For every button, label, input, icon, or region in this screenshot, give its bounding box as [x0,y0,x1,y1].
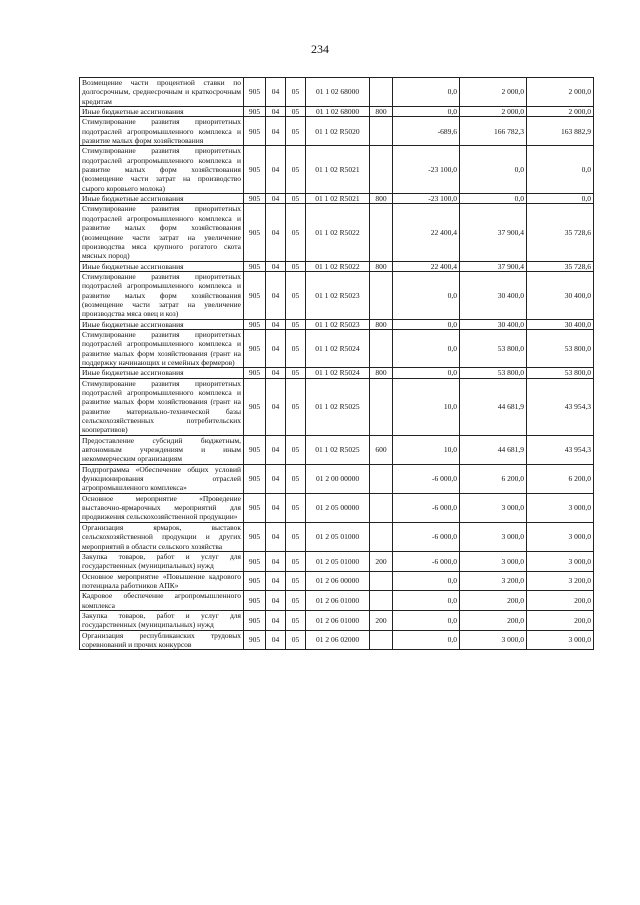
row-name: Стимулирование развития приоритетных подотраслей агропромышленного комплекса и развитие малых форм хозяйствования (возмещение части затрат на увеличение производства мяса овец и коз) [80,271,244,319]
row-vr [370,630,393,650]
row-ved: 905 [244,378,266,435]
row-vr [370,329,393,367]
row-v3: 35 728,6 [527,261,594,271]
row-pr: 05 [286,464,306,493]
row-name: Предоставление субсидий бюджетным, автономным учреждениям и иным некоммерческим организациям [80,435,244,464]
row-v3: 163 882,9 [527,117,594,146]
row-v2: 6 200,0 [460,464,527,493]
row-v3: 3 000,0 [527,522,594,551]
row-v1: -6 000,0 [393,522,460,551]
row-vr [370,522,393,551]
row-v3: 0,0 [527,194,594,204]
row-csr: 01 2 06 01000 [306,591,370,611]
row-name: Основное мероприятие «Повышение кадрового потенциала работников АПК» [80,571,244,591]
row-ved: 905 [244,591,266,611]
row-v2: 3 000,0 [460,630,527,650]
row-ved: 905 [244,319,266,329]
row-v1: 0,0 [393,630,460,650]
row-v2: 30 400,0 [460,319,527,329]
row-v2: 3 000,0 [460,522,527,551]
row-csr: 01 2 05 01000 [306,551,370,571]
row-vr: 800 [370,261,393,271]
row-v3: 30 400,0 [527,271,594,319]
row-vr: 800 [370,194,393,204]
row-v1: -689,6 [393,117,460,146]
table-row [80,571,594,591]
row-v1: -6 000,0 [393,551,460,571]
row-pr: 05 [286,271,306,319]
row-name: Стимулирование развития приоритетных подотраслей агропромышленного комплекса и развитие малых форм хозяйствования (возмещение части затрат на производство сырого коровьего молока) [80,146,244,194]
row-csr: 01 2 00 00000 [306,464,370,493]
row-vr [370,493,393,522]
row-name: Организация республиканских трудовых соревнований и прочих конкурсов [80,630,244,650]
row-ved: 905 [244,435,266,464]
row-pr: 05 [286,204,306,261]
row-v2: 53 800,0 [460,368,527,378]
row-rz: 04 [266,271,286,319]
row-vr [370,146,393,194]
row-rz: 04 [266,117,286,146]
row-pr: 05 [286,261,306,271]
row-pr: 05 [286,610,306,630]
row-v3: 3 000,0 [527,493,594,522]
row-vr [370,378,393,435]
row-rz: 04 [266,610,286,630]
row-ved: 905 [244,146,266,194]
table-row [80,78,594,107]
table-row [80,435,594,464]
row-vr: 800 [370,319,393,329]
row-v1: 22 400,4 [393,204,460,261]
row-ved: 905 [244,107,266,117]
row-v2: 200,0 [460,610,527,630]
row-csr: 01 1 02 R5021 [306,146,370,194]
row-name: Возмещение части процентной ставки по долгосрочным, среднесрочным и краткосрочным кредитам [80,78,244,107]
row-rz: 04 [266,435,286,464]
row-csr: 01 1 02 68000 [306,78,370,107]
row-pr: 05 [286,117,306,146]
row-v2: 44 681,9 [460,378,527,435]
row-vr: 800 [370,368,393,378]
row-pr: 05 [286,522,306,551]
row-v2: 44 681,9 [460,435,527,464]
row-v1: -6 000,0 [393,464,460,493]
row-name: Стимулирование развития приоритетных подотраслей агропромышленного комплекса и развитие малых форм хозяйствования (грант на развитие материально-технической базы сельскохозяйственных потребительских кооперативов) [80,378,244,435]
row-csr: 01 1 02 R5024 [306,368,370,378]
table-row [80,378,594,435]
row-v3: 200,0 [527,591,594,611]
row-pr: 05 [286,493,306,522]
row-v1: 0,0 [393,319,460,329]
row-ved: 905 [244,329,266,367]
row-ved: 905 [244,464,266,493]
row-rz: 04 [266,204,286,261]
row-csr: 01 1 02 68000 [306,107,370,117]
table-row [80,493,594,522]
row-name: Кадровое обеспечение агропромышленного комплекса [80,591,244,611]
row-name: Основное мероприятие «Проведение выставочно-ярмарочных мероприятий для продвижения сельскохозяйственной продукции» [80,493,244,522]
row-v3: 2 000,0 [527,78,594,107]
row-rz: 04 [266,464,286,493]
row-rz: 04 [266,261,286,271]
row-csr: 01 1 02 R5024 [306,329,370,367]
row-pr: 05 [286,107,306,117]
row-ved: 905 [244,571,266,591]
row-v2: 37 900,4 [460,261,527,271]
row-csr: 01 1 02 R5025 [306,435,370,464]
row-pr: 05 [286,630,306,650]
row-name: Стимулирование развития приоритетных подотраслей агропромышленного комплекса и развитие малых форм хозяйствования (грант на поддержку начинающих и семейных фермеров) [80,329,244,367]
row-vr [370,571,393,591]
row-name: Иные бюджетные ассигнования [80,319,244,329]
row-rz: 04 [266,368,286,378]
row-v1: 0,0 [393,271,460,319]
row-pr: 05 [286,329,306,367]
table-row [80,204,594,261]
row-csr: 01 2 06 00000 [306,571,370,591]
row-rz: 04 [266,522,286,551]
row-rz: 04 [266,78,286,107]
row-vr: 200 [370,610,393,630]
row-csr: 01 2 05 01000 [306,522,370,551]
row-vr [370,591,393,611]
row-csr: 01 1 02 R5023 [306,319,370,329]
row-rz: 04 [266,319,286,329]
row-ved: 905 [244,78,266,107]
row-ved: 905 [244,493,266,522]
table-row [80,630,594,650]
table-row [80,610,594,630]
row-pr: 05 [286,78,306,107]
row-pr: 05 [286,378,306,435]
table-row [80,368,594,378]
row-v2: 166 782,3 [460,117,527,146]
table-row [80,107,594,117]
row-ved: 905 [244,551,266,571]
row-csr: 01 2 06 01000 [306,610,370,630]
row-name: Организация ярмарок, выставок сельскохозяйственной продукции и других мероприятий в области сельского хозяйства [80,522,244,551]
row-v2: 0,0 [460,146,527,194]
row-v3: 43 954,3 [527,435,594,464]
row-ved: 905 [244,630,266,650]
table-row [80,329,594,367]
row-v1: 0,0 [393,78,460,107]
row-v2: 2 000,0 [460,107,527,117]
row-name: Иные бюджетные ассигнования [80,194,244,204]
row-name: Подпрограмма «Обеспечение общих условий функционирования отраслей агропромышленного комплекса» [80,464,244,493]
row-v2: 37 900,4 [460,204,527,261]
row-csr: 01 1 02 R5022 [306,204,370,261]
row-v2: 53 800,0 [460,329,527,367]
row-ved: 905 [244,117,266,146]
row-v2: 200,0 [460,591,527,611]
table-row [80,522,594,551]
row-rz: 04 [266,194,286,204]
page-number: 234 [311,42,329,56]
row-v2: 3 000,0 [460,493,527,522]
row-ved: 905 [244,368,266,378]
row-vr [370,271,393,319]
row-v2: 2 000,0 [460,78,527,107]
table-row [80,194,594,204]
row-name: Закупка товаров, работ и услуг для государственных (муниципальных) нужд [80,551,244,571]
row-rz: 04 [266,107,286,117]
row-v3: 53 800,0 [527,368,594,378]
row-rz: 04 [266,493,286,522]
row-csr: 01 1 02 R5022 [306,261,370,271]
row-rz: 04 [266,378,286,435]
row-v3: 35 728,6 [527,204,594,261]
row-rz: 04 [266,571,286,591]
row-rz: 04 [266,146,286,194]
row-vr [370,117,393,146]
row-vr: 800 [370,107,393,117]
row-v1: 0,0 [393,571,460,591]
budget-table [79,77,594,650]
row-ved: 905 [244,204,266,261]
table-row [80,591,594,611]
row-v3: 2 000,0 [527,107,594,117]
table-row [80,464,594,493]
row-pr: 05 [286,368,306,378]
row-name: Иные бюджетные ассигнования [80,368,244,378]
row-name: Закупка товаров, работ и услуг для государственных (муниципальных) нужд [80,610,244,630]
row-v3: 0,0 [527,146,594,194]
row-name: Иные бюджетные ассигнования [80,107,244,117]
table-row [80,271,594,319]
row-name: Стимулирование развития приоритетных подотраслей агропромышленного комплекса и развитие малых форм хозяйствования (возмещение части затрат на увеличение производства мяса крупного рогатого скота мясных пород) [80,204,244,261]
table-row [80,117,594,146]
row-v1: -23 100,0 [393,146,460,194]
row-v3: 3 200,0 [527,571,594,591]
row-ved: 905 [244,271,266,319]
row-v2: 3 200,0 [460,571,527,591]
row-v1: -6 000,0 [393,493,460,522]
row-v2: 3 000,0 [460,551,527,571]
row-rz: 04 [266,630,286,650]
row-rz: 04 [266,551,286,571]
row-v1: 0,0 [393,107,460,117]
table-row [80,146,594,194]
row-pr: 05 [286,571,306,591]
row-name: Иные бюджетные ассигнования [80,261,244,271]
row-v3: 200,0 [527,610,594,630]
table-row [80,261,594,271]
row-pr: 05 [286,319,306,329]
row-v1: 0,0 [393,368,460,378]
row-v1: 0,0 [393,591,460,611]
row-v1: 10,0 [393,435,460,464]
row-csr: 01 1 02 R5020 [306,117,370,146]
row-v3: 3 000,0 [527,630,594,650]
table-row [80,551,594,571]
row-v3: 30 400,0 [527,319,594,329]
row-pr: 05 [286,194,306,204]
row-ved: 905 [244,194,266,204]
row-csr: 01 2 05 00000 [306,493,370,522]
row-csr: 01 1 02 R5023 [306,271,370,319]
row-ved: 905 [244,261,266,271]
row-v2: 30 400,0 [460,271,527,319]
row-vr: 200 [370,551,393,571]
row-rz: 04 [266,329,286,367]
row-v1: 10,0 [393,378,460,435]
table-row [80,319,594,329]
row-rz: 04 [266,591,286,611]
row-vr [370,78,393,107]
row-v1: 0,0 [393,329,460,367]
row-v3: 43 954,3 [527,378,594,435]
row-csr: 01 2 06 02000 [306,630,370,650]
row-csr: 01 1 02 R5025 [306,378,370,435]
row-vr: 600 [370,435,393,464]
row-pr: 05 [286,591,306,611]
row-v1: -23 100,0 [393,194,460,204]
row-pr: 05 [286,435,306,464]
row-ved: 905 [244,522,266,551]
row-name: Стимулирование развития приоритетных подотраслей агропромышленного комплекса и развитие малых форм хозяйствования [80,117,244,146]
row-v3: 53 800,0 [527,329,594,367]
row-csr: 01 1 02 R5021 [306,194,370,204]
row-v3: 3 000,0 [527,551,594,571]
row-pr: 05 [286,146,306,194]
row-v2: 0,0 [460,194,527,204]
row-vr [370,204,393,261]
row-vr [370,464,393,493]
row-pr: 05 [286,551,306,571]
row-v3: 6 200,0 [527,464,594,493]
row-v1: 0,0 [393,610,460,630]
row-v1: 22 400,4 [393,261,460,271]
row-ved: 905 [244,610,266,630]
